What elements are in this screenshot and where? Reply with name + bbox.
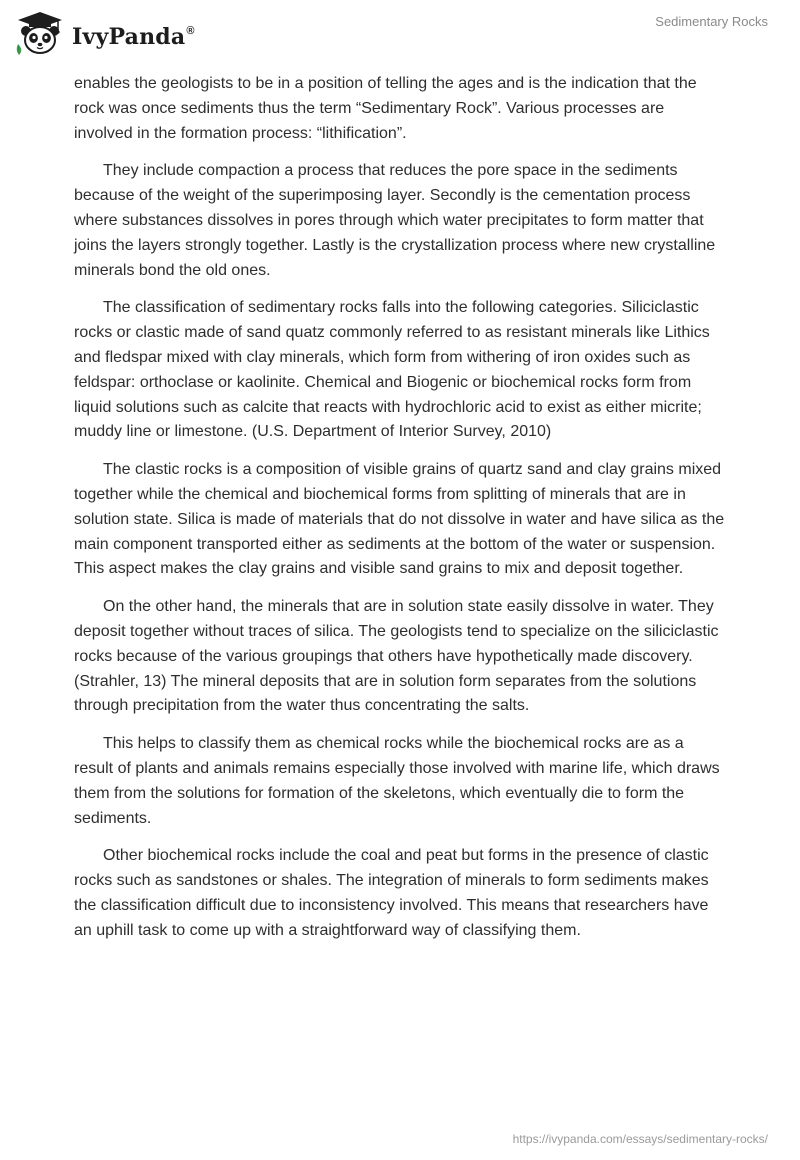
- paragraph: The classification of sedimentary rocks falls into the following categories. Siliciclastic rocks or clastic made of sand quatz commonly referred to as resistant minerals like Lithics and fledspar mixed with clay minerals, which form from withering of iron oxides such as feldspar: orthoclase or kaolinite. Chemical and Biogenic or biochemical rocks form from liquid solutions such as calcite that reacts with hydrochloric acid to exist as either micrite; muddy line or limestone. (U.S. Department of Interior Survey, 2010): [74, 299, 710, 441]
- document-title: Sedimentary Rocks: [655, 14, 768, 29]
- brand-wordmark: IvyPanda: [72, 24, 186, 50]
- brand-name: [72, 8, 195, 60]
- registered-mark: ®: [186, 25, 195, 37]
- paragraph: On the other hand, the minerals that are in solution state easily dissolve in water. They deposit together without traces of silica. The geologists tend to specialize on the siliciclastic rocks because of the various groupings that others have hypothetically made discovery. (Strahler, 13) The mineral deposits that are in solution form separates from the solutions through precipitation from the water thus concentrating the salts.: [74, 598, 719, 715]
- ivypanda-logo[interactable]: [14, 8, 195, 60]
- essay-body: [74, 72, 726, 957]
- paragraph: They include compaction a process that reduces the pore space in the sediments because of the weight of the superimposing layer. Secondly is the cementation process where substances dissolves in pores through which water precipitates to form matter that joins the layers strongly together. Lastly is the crystallization process where new crystalline minerals bond the old ones.: [74, 162, 716, 279]
- panda-graduate-icon: [14, 11, 66, 57]
- paragraph: enables the geologists to be in a position of telling the ages and is the indication that the rock was once sediments thus the term “Sedimentary Rock”. Various processes are involved in the formation process: “lithification”.: [74, 75, 697, 142]
- paragraph: This helps to classify them as chemical rocks while the biochemical rocks are as a result of plants and animals remains especially those involved with marine life, which draws them from the solutions for formation of the skeletons, which eventually die to form the sediments.: [74, 735, 720, 827]
- paragraph: The clastic rocks is a composition of visible grains of quartz sand and clay grains mixed together while the chemical and biochemical forms from splitting of minerals that are in solution state. Silica is made of materials that do not dissolve in water and have silica as the main component transported either as sediments at the bottom of the water or suspension. This aspect makes the clay grains and visible sand grains to mix and deposit together.: [74, 461, 725, 578]
- page-header: [0, 0, 800, 62]
- source-url-link[interactable]: https://ivypanda.com/essays/sedimentary-rocks/: [512, 1132, 768, 1146]
- paragraph: Other biochemical rocks include the coal and peat but forms in the presence of clastic rocks such as sandstones or shales. The integration of minerals to form sediments makes the classification difficult due to inconsistency involved. This means that researchers have an uphill task to come up with a straightforward way of classifying them.: [74, 847, 709, 939]
